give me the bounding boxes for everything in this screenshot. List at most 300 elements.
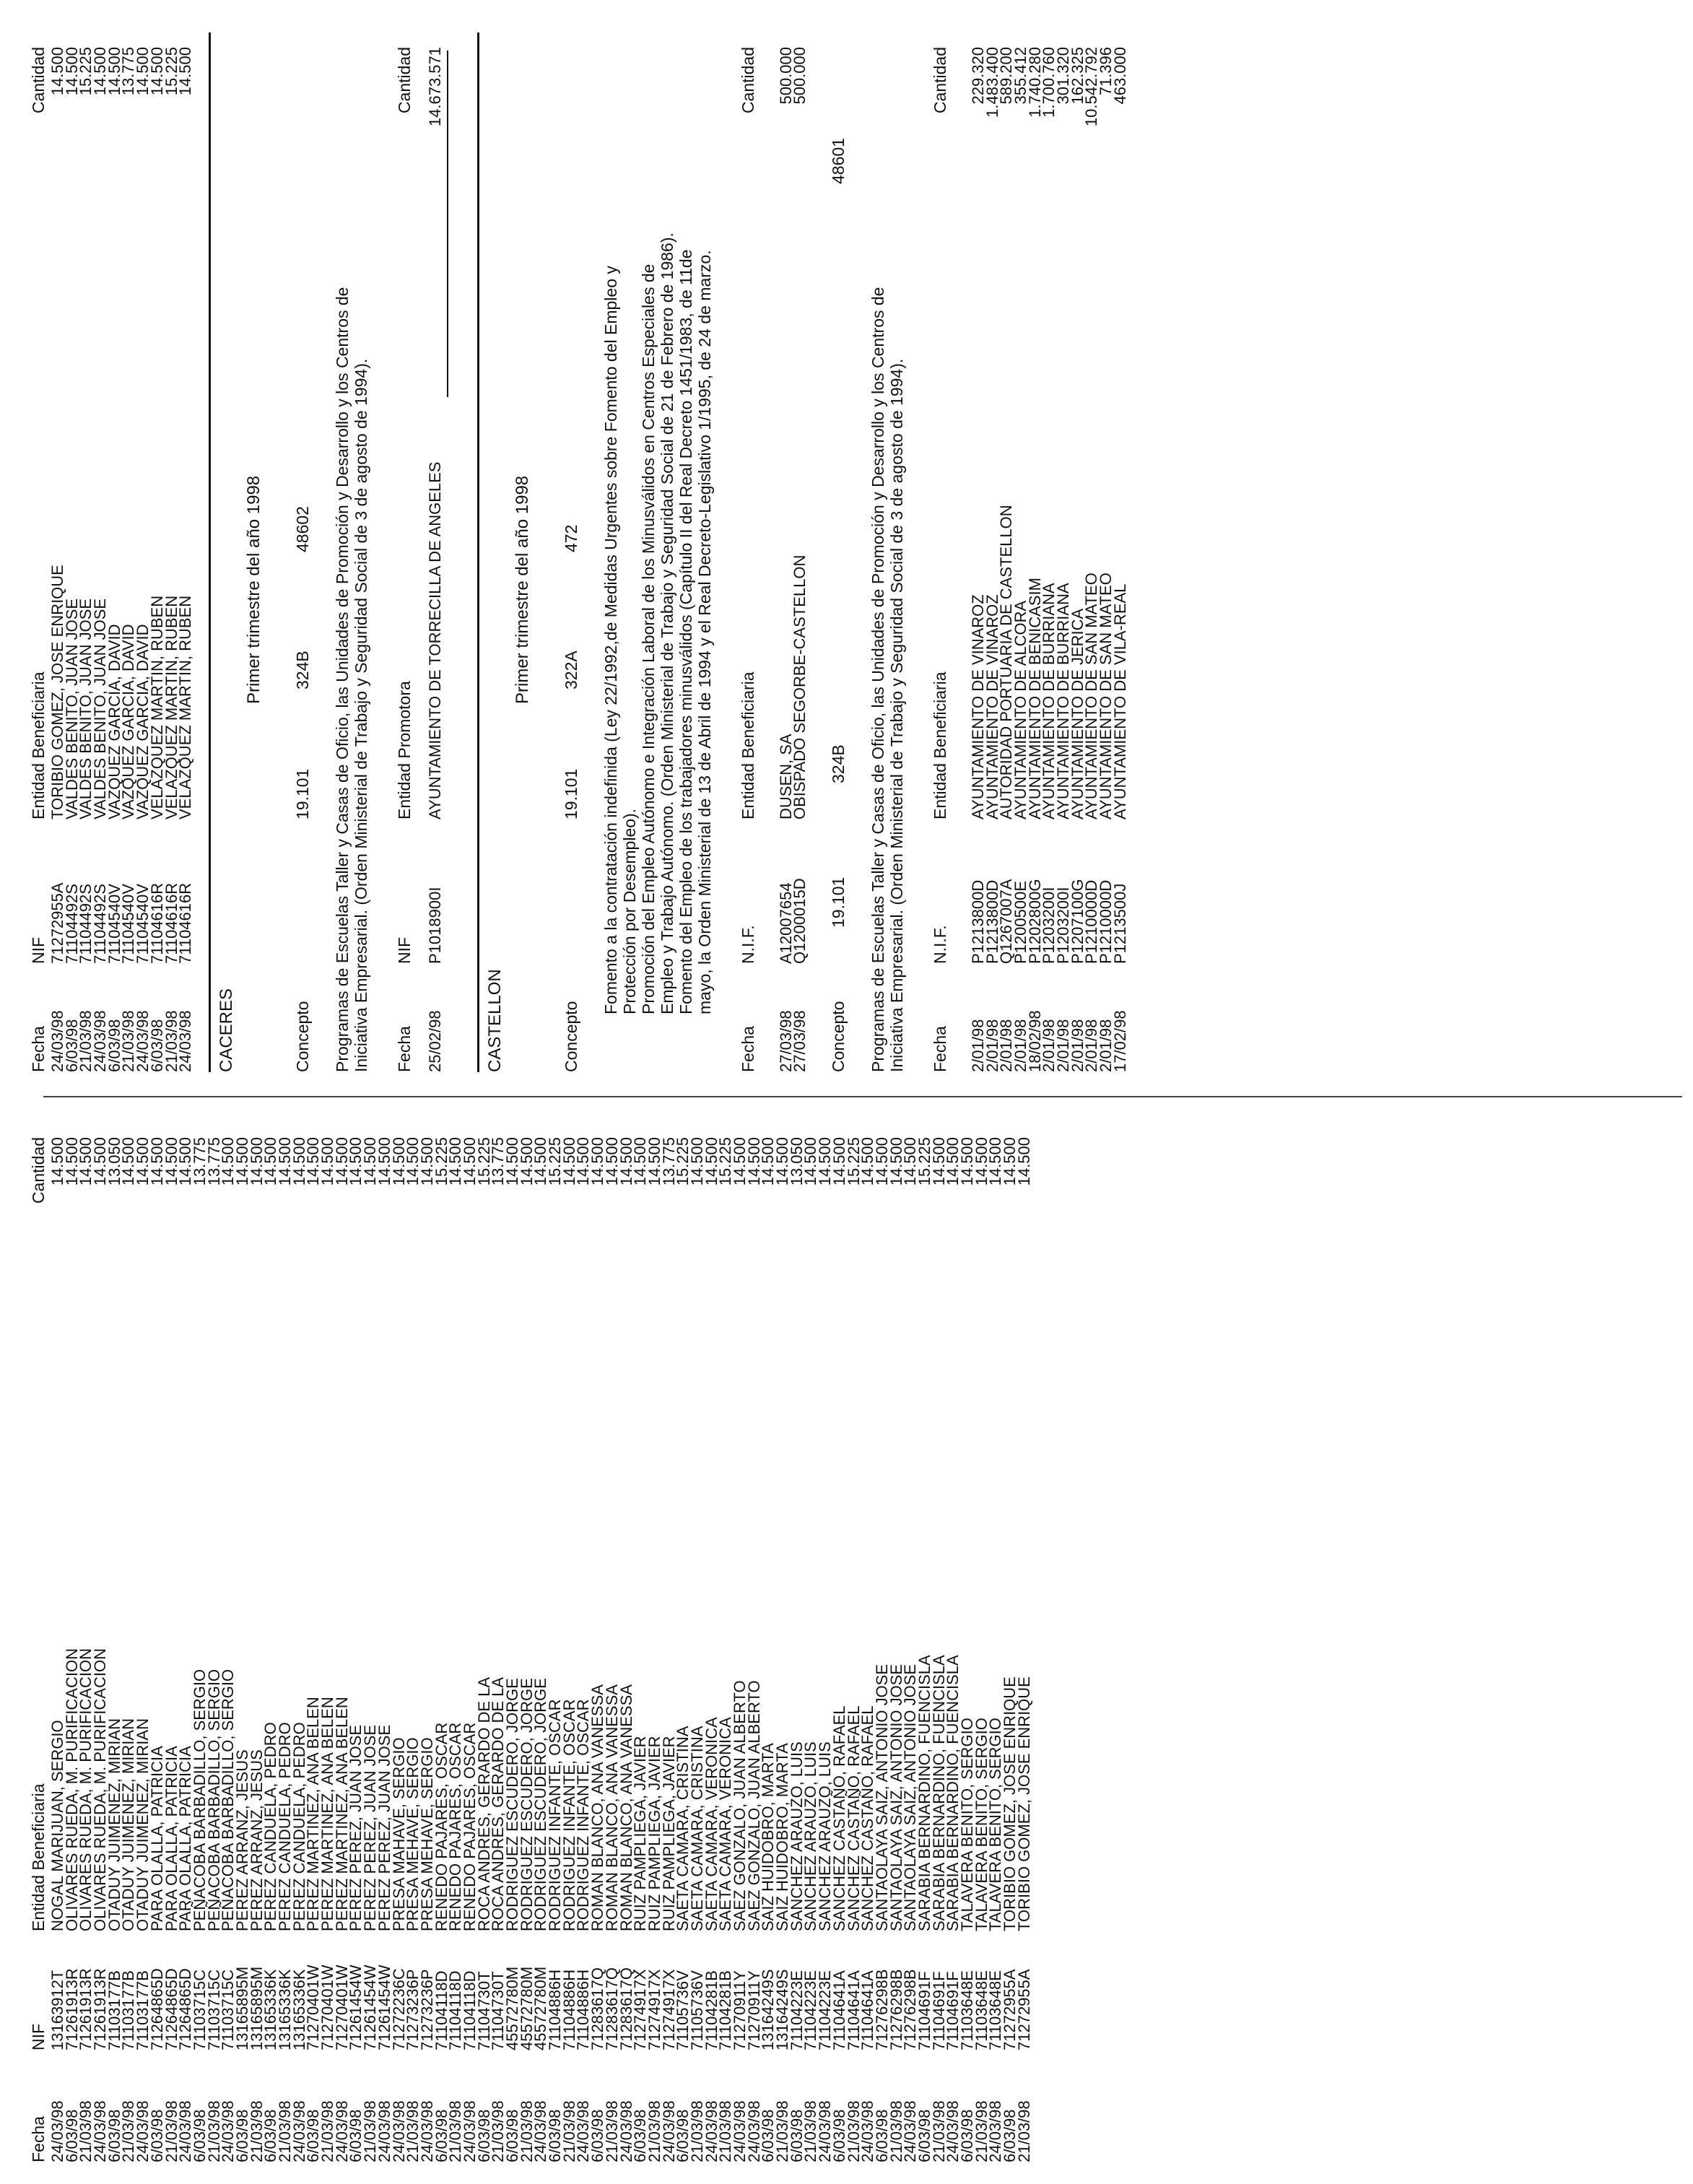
row-fecha: 24/03/98 bbox=[48, 2100, 66, 2162]
concepto-code3: 48602 bbox=[292, 506, 312, 552]
row-entidad: PRESA MEHAVE, SERGIO bbox=[417, 1737, 436, 1931]
row-cantidad: 15.225 bbox=[77, 47, 95, 96]
row-nif: 71104616R bbox=[162, 882, 180, 964]
row-entidad: PARA OLALLA, PATRICIA bbox=[147, 1746, 166, 1931]
row-entidad: SAETA CAMARA, VERONICA bbox=[702, 1717, 721, 1931]
row-nif: P1207100G bbox=[1068, 879, 1087, 964]
row-cantidad: 14.500 bbox=[617, 1137, 635, 1186]
row-fecha: 21/03/98 bbox=[77, 2100, 95, 2162]
row-nif: 71104641A bbox=[844, 1970, 863, 2050]
row-fecha: 21/03/98 bbox=[972, 2100, 991, 2162]
concepto-label: Concepto bbox=[292, 1001, 312, 1072]
row-nif: 71104492S bbox=[91, 884, 110, 964]
row-entidad: VELAZQUEZ MARTIN, RUBEN bbox=[162, 595, 180, 819]
header-cantidad: Cantidad bbox=[930, 47, 949, 114]
row-entidad: AUTORIDAD PORTUARIA DE CASTELLON bbox=[997, 505, 1016, 819]
row-fecha: 24/03/98 bbox=[332, 2100, 351, 2162]
row-fecha: 24/03/98 bbox=[574, 2100, 593, 2162]
row-fecha: 6/03/98 bbox=[546, 2109, 565, 2162]
row-fecha: 21/03/98 bbox=[929, 2100, 948, 2162]
row-nif: 71104691F bbox=[944, 1971, 962, 2050]
row-fecha: 6/03/98 bbox=[105, 1019, 123, 1072]
row-cantidad: 13.775 bbox=[119, 47, 138, 96]
row-nif: 71104223E bbox=[816, 1970, 835, 2050]
row-entidad: RENEDO PAJARES, OSCAR bbox=[432, 1722, 451, 1931]
row-cantidad: 14.500 bbox=[389, 1137, 408, 1186]
row-nif: 71270401W bbox=[304, 1965, 323, 2050]
row-entidad: SAIZ HUIDOBRO, MARTA bbox=[773, 1743, 792, 1931]
header-entidad: Entidad Beneficiaria bbox=[738, 671, 757, 819]
row-entidad: AYUNTAMIENTO DE BURRIANA bbox=[1054, 583, 1073, 819]
trimestre-castellon: Primer trimestre del año 1998 bbox=[512, 475, 532, 704]
row-nif: 71104641A bbox=[858, 1970, 877, 2050]
right-column bbox=[29, 32, 1128, 1072]
row-cantidad: 14.500 bbox=[972, 1137, 991, 1186]
header-fecha: Fecha bbox=[394, 1026, 414, 1072]
row-cantidad: 15.225 bbox=[716, 1137, 735, 1186]
row-nif: P1203200I bbox=[1054, 887, 1073, 964]
row-cantidad: 14.500 bbox=[62, 47, 81, 96]
row-cantidad: 1.483.400 bbox=[983, 47, 1001, 118]
row-fecha: 21/03/98 bbox=[361, 2100, 380, 2162]
row-fecha: 24/03/98 bbox=[986, 2100, 1005, 2162]
castellon-header bbox=[739, 32, 757, 1072]
concepto-code3: 48601 bbox=[828, 138, 848, 184]
row-nif: 71270401W bbox=[332, 1965, 351, 2050]
row-nif: 71105736V bbox=[674, 1970, 692, 2050]
row-nif: 71261913R bbox=[77, 1968, 95, 2050]
row-nif: 71104540V bbox=[134, 884, 152, 964]
row-fecha: 6/03/98 bbox=[1001, 2109, 1019, 2162]
row-cantidad: 14.500 bbox=[48, 1137, 66, 1186]
row-fecha: 6/03/98 bbox=[62, 1019, 81, 1072]
row-entidad: OLIVARES RUEDA, M. PURIFICACION bbox=[77, 1648, 95, 1931]
row-nif: 13165336K bbox=[261, 1969, 280, 2050]
row-entidad: ROMAN BLANCO, ANA VANESSA bbox=[617, 1684, 635, 1931]
row-nif: 71104641A bbox=[830, 1970, 848, 2050]
row-fecha: 2/01/98 bbox=[1068, 1019, 1087, 1072]
row-nif: 71276298B bbox=[872, 1969, 891, 2050]
row-fecha: 2/01/98 bbox=[997, 1019, 1016, 1072]
row-fecha: 21/03/98 bbox=[318, 2100, 337, 2162]
row-fecha: 6/03/98 bbox=[674, 2109, 692, 2162]
row-fecha: 17/02/98 bbox=[1110, 1010, 1129, 1072]
row-entidad: RODRIGUEZ ESCUDERO, JORGE bbox=[531, 1678, 550, 1931]
row-fecha: 6/03/98 bbox=[232, 2109, 251, 2162]
row-fecha: 21/03/98 bbox=[645, 2100, 663, 2162]
row-cantidad: 10.542.792 bbox=[1082, 47, 1101, 127]
row-fecha: 6/03/98 bbox=[261, 2109, 280, 2162]
row-fecha: 6/03/98 bbox=[347, 2109, 365, 2162]
row-nif: 71261913R bbox=[62, 1968, 81, 2050]
row-fecha: 24/03/98 bbox=[134, 1010, 152, 1072]
header-nif: N.I.F. bbox=[738, 925, 757, 964]
row-cantidad: 14.500 bbox=[560, 1137, 578, 1186]
row-entidad: RODRIGUEZ ESCUDERO, JORGE bbox=[503, 1678, 521, 1931]
row-cantidad: 14.500 bbox=[631, 1137, 650, 1186]
row-nif: 45572780M bbox=[517, 1966, 536, 2050]
row-nif: P1213800D bbox=[983, 879, 1001, 964]
row-cantidad: 14.500 bbox=[134, 1137, 152, 1186]
row-cantidad: 14.500 bbox=[147, 47, 166, 96]
row-cantidad: 14.500 bbox=[347, 1137, 365, 1186]
row-cantidad: 14.500 bbox=[744, 1137, 763, 1186]
row-fecha: 6/03/98 bbox=[503, 2109, 521, 2162]
row-cantidad: 13.050 bbox=[105, 1137, 123, 1186]
row-fecha: 24/03/98 bbox=[91, 2100, 110, 2162]
row-fecha: 21/03/98 bbox=[162, 1010, 180, 1072]
row-fecha: 21/03/98 bbox=[687, 2100, 706, 2162]
row-cantidad: 14.500 bbox=[361, 1137, 380, 1186]
row-fecha: 6/03/98 bbox=[759, 2109, 778, 2162]
row-cantidad: 14.500 bbox=[588, 1137, 607, 1186]
row-fecha: 21/03/98 bbox=[602, 2100, 621, 2162]
trimestre-caceres: Primer trimestre del año 1998 bbox=[243, 475, 264, 704]
row-cantidad: 71.396 bbox=[1097, 47, 1115, 96]
row-cantidad: 355.412 bbox=[1011, 47, 1030, 105]
row-nif: 71104540V bbox=[119, 884, 138, 964]
row-cantidad: 14.500 bbox=[247, 1137, 266, 1186]
row-cantidad: 14.500 bbox=[687, 1137, 706, 1186]
row-nif: Q1200015D bbox=[791, 878, 809, 964]
row-nif: 71104223E bbox=[787, 1970, 806, 2050]
row-cantidad: 14.500 bbox=[517, 1137, 536, 1186]
row-cantidad: 15.225 bbox=[546, 1137, 565, 1186]
row-cantidad: 301.320 bbox=[1054, 47, 1073, 105]
row-fecha: 24/03/98 bbox=[375, 2100, 393, 2162]
row-fecha: 21/03/98 bbox=[887, 2100, 905, 2162]
row-entidad: TORIBIO GOMEZ, JOSE ENRIQUE bbox=[1014, 1676, 1033, 1931]
row-entidad: AYUNTAMIENTO DE JERICA bbox=[1068, 608, 1087, 819]
row-nif: 71272955A bbox=[1001, 1969, 1019, 2050]
row-fecha: 6/03/98 bbox=[304, 2109, 323, 2162]
row-nif: P1213800D bbox=[968, 879, 987, 964]
row-entidad: SANCHEZ ARAUZO, LUIS bbox=[787, 1741, 806, 1931]
row-cantidad: 14.500 bbox=[816, 1137, 835, 1186]
header-fecha: Fecha bbox=[738, 1026, 757, 1072]
row-entidad: PARA OLALLA, PATRICIA bbox=[176, 1746, 195, 1931]
row-nif: 71103648E bbox=[972, 1970, 991, 2050]
row-fecha: 6/03/98 bbox=[588, 2109, 607, 2162]
row-entidad: PRESA MAHAVE, SERGIO bbox=[389, 1737, 408, 1931]
row-fecha: 24/03/98 bbox=[48, 1010, 66, 1072]
row-nif: 71273236P bbox=[404, 1969, 422, 2050]
concepto-code1: 19.101 bbox=[292, 768, 312, 819]
row-fecha: 6/03/98 bbox=[830, 2109, 848, 2162]
row-cantidad: 13.050 bbox=[787, 1137, 806, 1186]
row-cantidad: 14.500 bbox=[332, 1137, 351, 1186]
row-cantidad: 14.500 bbox=[731, 1137, 749, 1186]
header-cantidad: Cantidad bbox=[29, 1137, 48, 1204]
row-nif: 71104118D bbox=[432, 1970, 451, 2050]
concepto-label: Concepto bbox=[828, 1001, 848, 1072]
row-nif: 13165895M bbox=[247, 1966, 266, 2050]
row-nif: 71103177B bbox=[134, 1970, 152, 2050]
row-fecha: 21/03/98 bbox=[162, 2100, 180, 2162]
row-fecha: 24/03/98 bbox=[702, 2100, 721, 2162]
row-entidad: TALAVERA BENITO, SERGIO bbox=[958, 1718, 976, 1931]
row-fecha: 6/03/98 bbox=[787, 2109, 806, 2162]
caceres-header bbox=[395, 32, 414, 1072]
row-cantidad: 14.500 bbox=[134, 47, 152, 96]
row-entidad: ROMAN BLANCO, ANA VANESSA bbox=[602, 1684, 621, 1931]
header-cantidad: Cantidad bbox=[29, 47, 48, 114]
row-entidad: SARABIA BERNARDINO, FUENCISLA bbox=[944, 1655, 962, 1931]
row-entidad: PEREZ CANDUELA, PEDRO bbox=[261, 1722, 280, 1931]
row-nif: 71104886H bbox=[574, 1969, 593, 2050]
row-cantidad: 14.500 bbox=[318, 1137, 337, 1186]
header-entidad: Entidad Beneficiaria bbox=[29, 1783, 48, 1931]
row-entidad: OLIVARES RUEDA, M. PURIFICACION bbox=[91, 1648, 110, 1931]
header-cantidad: Cantidad bbox=[394, 47, 414, 114]
right-header bbox=[29, 32, 48, 1072]
row-nif: P1210000D bbox=[1082, 879, 1101, 964]
row-nif: 71103177B bbox=[105, 1970, 123, 2050]
row-cantidad: 14.500 bbox=[290, 1137, 308, 1186]
row-nif: P1200500E bbox=[1011, 881, 1030, 964]
row-nif: P1018900I bbox=[425, 887, 444, 964]
row-nif: 71272955A bbox=[48, 882, 66, 964]
row-cantidad: 14.500 bbox=[531, 1137, 550, 1186]
program-paragraph: Programas de Escuelas Taller y Casas de Oficio, las Unidades de Promoción y Desarrollo y los Centros de Iniciativa Empresarial. (Orden Ministerial de Trabajo y Seguridad Social de 3 de agosto de 1994). bbox=[332, 287, 370, 1072]
row-fecha: 6/03/98 bbox=[147, 1019, 166, 1072]
row-cantidad: 14.500 bbox=[773, 1137, 792, 1186]
row-fecha: 24/03/98 bbox=[176, 2100, 195, 2162]
row-nif: 71283617Q bbox=[588, 1967, 607, 2050]
left-column bbox=[29, 1123, 1031, 2162]
concepto-code1: 19.101 bbox=[828, 876, 848, 928]
row-cantidad: 14.500 bbox=[958, 1137, 976, 1186]
row-fecha: 2/01/98 bbox=[968, 1019, 987, 1072]
row-nif: 71272236C bbox=[389, 1968, 408, 2050]
row-fecha: 6/03/98 bbox=[958, 2109, 976, 2162]
row-nif: 71103177B bbox=[119, 1970, 138, 2050]
row-fecha: 21/03/98 bbox=[773, 2100, 792, 2162]
left-header bbox=[29, 1123, 48, 2162]
row-cantidad: 500.000 bbox=[791, 47, 809, 105]
row-nif: 71104730T bbox=[489, 1971, 508, 2050]
row-cantidad: 13.775 bbox=[190, 1137, 209, 1186]
row-fecha: 2/01/98 bbox=[983, 1019, 1001, 1072]
row-fecha: 6/03/98 bbox=[62, 2109, 81, 2162]
row-cantidad: 15.225 bbox=[844, 1137, 863, 1186]
row-cantidad: 14.500 bbox=[702, 1137, 721, 1186]
row-entidad: TORIBIO GOMEZ, JOSE ENRIQUE bbox=[1001, 1676, 1019, 1931]
row-nif: 71261454W bbox=[347, 1965, 365, 2050]
row-fecha: 24/03/98 bbox=[901, 2100, 920, 2162]
row-cantidad: 14.500 bbox=[1001, 1137, 1019, 1186]
row-entidad: ROCA ANDRES, GERARDO DE LA bbox=[489, 1676, 508, 1931]
row-nif: 71104223E bbox=[801, 1970, 820, 2050]
row-fecha: 21/03/98 bbox=[560, 2100, 578, 2162]
row-fecha: 24/03/98 bbox=[176, 1010, 195, 1072]
row-nif: 71283617Q bbox=[617, 1967, 635, 2050]
row-entidad: AYUNTAMIENTO DE VINAROZ bbox=[983, 594, 1001, 819]
concepto-code2: 324B bbox=[828, 744, 848, 783]
row-fecha: 21/03/98 bbox=[247, 2100, 266, 2162]
row-cantidad: 14.500 bbox=[872, 1137, 891, 1186]
program-paragraph: Fomento a la contratación indefinida (Ley 22/1992,de Medidas Urgentes sobre Fomento del Empleo y Protección por Desempleo). Promoción del Empleo Autónomo e Integración Laboral de los Minusválidos en Centros Especiales de Empleo y Trabajo Autónomo. (Orden Ministerial de Trabajo y Seguridad Social de 21 de Febrero de 1986). Fomento del Empleo de los trabajadores minusválidos (Capítulo II del Real Decreto 1451/1983, de 11de mayo, la Orden Ministerial de 13 de Abril de 1994 y el Real Decreto-Legislativo 1/1995, de 24 de marzo. bbox=[601, 232, 714, 1014]
row-cantidad: 14.500 bbox=[91, 1137, 110, 1186]
row-entidad: RODRIGUEZ INFANTE, OSCAR bbox=[574, 1699, 593, 1931]
row-entidad: SANCHEZ CASTAÑO, RAFAEL bbox=[830, 1705, 848, 1931]
row-nif: 71276298B bbox=[901, 1969, 920, 2050]
concepto-code1: 19.101 bbox=[561, 768, 580, 819]
row-cantidad: 589.200 bbox=[997, 47, 1016, 105]
row-nif: 71104616R bbox=[147, 882, 166, 964]
row-nif: 71274917X bbox=[631, 1969, 650, 2050]
row-nif: P1213500J bbox=[1110, 883, 1129, 964]
row-nif: 71103715C bbox=[219, 1969, 238, 2050]
row-entidad: VAZQUEZ GARCIA, DAVID bbox=[105, 624, 123, 819]
table-row bbox=[178, 32, 193, 1072]
concepto-caceres bbox=[293, 32, 313, 1072]
row-nif: 71104492S bbox=[77, 884, 95, 964]
row-entidad: SANTAOLAYA SAIZ, ANTONIO JOSE bbox=[872, 1663, 891, 1931]
row-nif: 71104281B bbox=[716, 1970, 735, 2050]
row-entidad: VAZQUEZ GARCIA, DAVID bbox=[119, 624, 138, 819]
row-cantidad: 229.320 bbox=[968, 47, 987, 105]
right-table bbox=[48, 32, 195, 1072]
row-cantidad: 14.500 bbox=[645, 1137, 663, 1186]
row-entidad: PEREZ MARTINEZ, ANA BELEN bbox=[332, 1697, 351, 1931]
row-fecha: 2/01/98 bbox=[1097, 1019, 1115, 1072]
row-entidad: OBISPADO SEGORBE-CASTELLON bbox=[791, 554, 809, 819]
program-paragraph: Programas de Escuelas Taller y Casas de Oficio, las Unidades de Promoción y Desarrollo y los Centros de Iniciativa Empresarial. (Orden Ministerial de Trabajo y Seguridad Social de 3 de agosto de 1994). bbox=[868, 287, 906, 1072]
row-cantidad: 14.500 bbox=[503, 1137, 521, 1186]
row-nif: 71274917X bbox=[645, 1969, 663, 2050]
row-entidad: PEREZ ARRANZ, JESUS bbox=[232, 1749, 251, 1931]
row-cantidad: 14.500 bbox=[261, 1137, 280, 1186]
row-entidad: SAEZ GONZALO, JUAN ALBERTO bbox=[731, 1680, 749, 1931]
row-cantidad: 1.700.760 bbox=[1040, 47, 1058, 118]
row-entidad: VELAZQUEZ MARTIN, RUBEN bbox=[176, 595, 195, 819]
concepto-castellon-2 bbox=[829, 32, 848, 1072]
header-nif: NIF bbox=[29, 2023, 48, 2050]
row-entidad: PEÑACOBA BARBADILLO, SERGIO bbox=[190, 1669, 209, 1931]
row-cantidad: 15.225 bbox=[162, 47, 180, 96]
row-nif: 71261454W bbox=[361, 1965, 380, 2050]
row-entidad: PEREZ PEREZ, JUAN JOSE bbox=[375, 1724, 393, 1931]
header-fecha: Fecha bbox=[29, 1026, 48, 1072]
row-entidad: NOGAL MARIJUAN, SERGIO bbox=[48, 1720, 66, 1931]
concepto-code2: 324B bbox=[292, 651, 312, 689]
row-fecha: 24/03/98 bbox=[617, 2100, 635, 2162]
row-cantidad: 14.500 bbox=[830, 1137, 848, 1186]
row-fecha: 21/03/98 bbox=[404, 2100, 422, 2162]
row-entidad: SAEZ GONZALO, JUAN ALBERTO bbox=[744, 1680, 763, 1931]
row-nif: P1210000D bbox=[1097, 879, 1115, 964]
row-nif: 13165336K bbox=[290, 1969, 308, 2050]
row-nif: 71276298B bbox=[887, 1969, 905, 2050]
row-cantidad: 14.500 bbox=[304, 1137, 323, 1186]
row-fecha: 6/03/98 bbox=[105, 2109, 123, 2162]
row-cantidad: 13.775 bbox=[659, 1137, 678, 1186]
row-cantidad: 13.775 bbox=[204, 1137, 223, 1186]
row-nif: 71104886H bbox=[546, 1969, 565, 2050]
row-entidad: RODRIGUEZ INFANTE, OSCAR bbox=[546, 1699, 565, 1931]
table-row bbox=[1110, 32, 1129, 1072]
row-entidad: ROMAN BLANCO, ANA VANESSA bbox=[588, 1684, 607, 1931]
row-entidad: SANTAOLAYA SAIZ, ANTONIO JOSE bbox=[887, 1663, 905, 1931]
row-fecha: 2/01/98 bbox=[1082, 1019, 1101, 1072]
row-cantidad: 14.500 bbox=[887, 1137, 905, 1186]
concepto-castellon bbox=[562, 32, 581, 1072]
row-cantidad: 14.500 bbox=[147, 1137, 166, 1186]
row-nif: Q1267007A bbox=[997, 879, 1016, 964]
row-entidad: PEREZ MARTINEZ, ANA BELEN bbox=[318, 1697, 337, 1931]
row-entidad: AYUNTAMIENTO DE SAN MATEO bbox=[1082, 573, 1101, 819]
row-entidad: RUIZ PAMPLIEGA, JAVIER bbox=[631, 1736, 650, 1931]
row-cantidad: 14.500 bbox=[460, 1137, 479, 1186]
row-entidad: PEÑACOBA BARBADILLO, SERGIO bbox=[204, 1669, 223, 1931]
row-entidad: AYUNTAMIENTO DE VILA-REAL bbox=[1110, 583, 1129, 819]
row-entidad: SANCHEZ ARAUZO, LUIS bbox=[816, 1741, 835, 1931]
row-entidad: ROCA ANDRES, GERARDO DE LA bbox=[474, 1676, 493, 1931]
row-cantidad: 14.500 bbox=[176, 47, 195, 96]
row-entidad: PEREZ PEREZ, JUAN JOSE bbox=[361, 1724, 380, 1931]
header-nif: NIF bbox=[29, 936, 48, 964]
row-entidad: RUIZ PAMPLIEGA, JAVIER bbox=[659, 1736, 678, 1931]
row-entidad: PARA OLALLA, PATRICIA bbox=[162, 1746, 180, 1931]
row-fecha: 21/03/98 bbox=[844, 2100, 863, 2162]
row-fecha: 24/03/98 bbox=[744, 2100, 763, 2162]
row-nif: 13164249S bbox=[773, 1969, 792, 2050]
row-cantidad: 14.500 bbox=[91, 47, 110, 96]
row-entidad: AYUNTAMIENTO DE ALCORA bbox=[1011, 600, 1030, 819]
row-fecha: 21/03/98 bbox=[77, 1010, 95, 1072]
row-cantidad: 14.500 bbox=[176, 1137, 195, 1186]
row-entidad: PEREZ MARTINEZ, ANA BELEN bbox=[304, 1697, 323, 1931]
row-cantidad: 1.740.280 bbox=[1025, 47, 1044, 118]
row-cantidad: 15.225 bbox=[674, 1137, 692, 1186]
row-nif: 71270911Y bbox=[744, 1970, 763, 2050]
row-entidad: SAETA CAMARA, VERONICA bbox=[716, 1717, 735, 1931]
row-entidad: PRESA MEHAVE, SERGIO bbox=[404, 1737, 422, 1931]
row-entidad: TALAVERA BENITO, SERGIO bbox=[972, 1718, 991, 1931]
row-nif: 71264865D bbox=[176, 1968, 195, 2050]
left-table bbox=[48, 1123, 1033, 2162]
header-fecha: Fecha bbox=[29, 2116, 48, 2162]
row-cantidad: 13.775 bbox=[489, 1137, 508, 1186]
row-entidad: PEREZ ARRANZ, JESUS bbox=[247, 1749, 266, 1931]
table-row bbox=[793, 32, 807, 1072]
row-nif: 71261454W bbox=[375, 1965, 393, 2050]
row-entidad: OTADUY JUIMENEZ, MIRIAN bbox=[119, 1718, 138, 1931]
row-cantidad: 15.225 bbox=[915, 1137, 933, 1186]
row-nif: 71104118D bbox=[460, 1970, 479, 2050]
row-fecha: 21/03/98 bbox=[119, 2100, 138, 2162]
row-cantidad: 500.000 bbox=[776, 47, 795, 105]
row-nif: 71103648E bbox=[958, 1970, 976, 2050]
row-cantidad: 14.500 bbox=[162, 1137, 180, 1186]
row-nif: 71104118D bbox=[446, 1970, 465, 2050]
row-cantidad: 14.500 bbox=[417, 1137, 436, 1186]
row-entidad: VALDES BENITO, JUAN JOSE bbox=[62, 598, 81, 819]
row-nif: 71104691F bbox=[929, 1971, 948, 2050]
row-fecha: 24/03/98 bbox=[816, 2100, 835, 2162]
row-fecha: 21/03/98 bbox=[276, 2100, 294, 2162]
row-fecha: 24/03/98 bbox=[460, 2100, 479, 2162]
row-cantidad: 14.500 bbox=[446, 1137, 465, 1186]
row-entidad: AYUNTAMIENTO DE VINAROZ bbox=[968, 594, 987, 819]
row-fecha: 18/02/98 bbox=[1025, 1010, 1044, 1072]
row-entidad: SARABIA BERNARDINO, FUENCISLA bbox=[929, 1655, 948, 1931]
row-entidad: VAZQUEZ GARCIA, DAVID bbox=[134, 624, 152, 819]
row-nif: 71104616R bbox=[176, 882, 195, 964]
row-entidad: VALDES BENITO, JUAN JOSE bbox=[77, 598, 95, 819]
row-nif: 71103715C bbox=[190, 1969, 209, 2050]
